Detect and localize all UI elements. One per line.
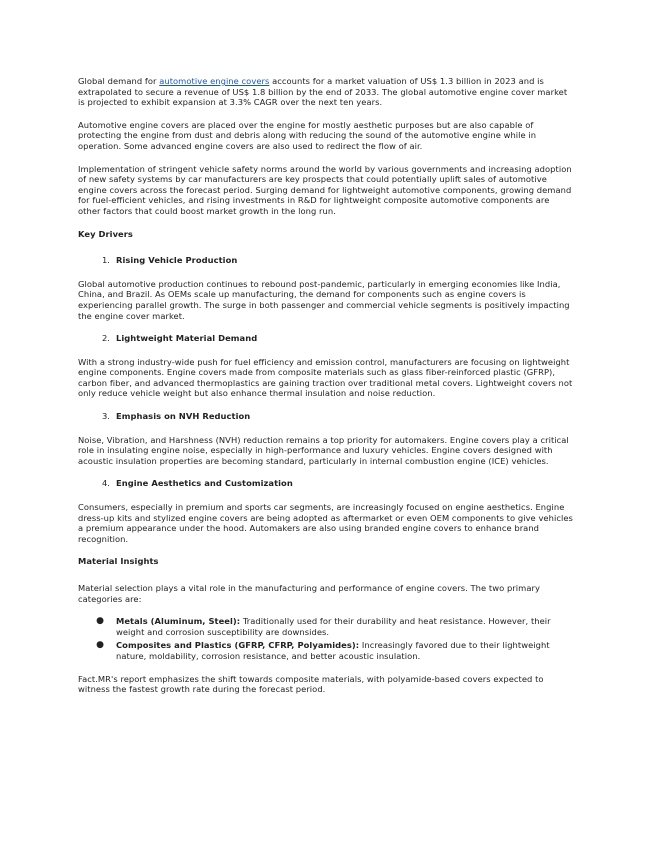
- document-page: [78, 76, 574, 707]
- automotive-engine-covers-link[interactable]: automotive engine covers: [159, 76, 270, 86]
- driver-4-heading: [78, 478, 574, 489]
- material-insights-heading: Material Insights: [78, 556, 159, 567]
- driver-2-body: With a strong industry-wide push for fuel efficiency and emission control, manufacturers are focusing on lightweight engine components. Engine covers made from composite materials such as glass fiber-reinforced plastic (GFRP), carbon fiber, and advanced thermoplastics are gaining traction over traditional metal covers. Lightweight covers not only reduce vehicle weight but also enhance thermal insulation and noise reduction.: [78, 356, 573, 399]
- driver-4-body: Consumers, especially in premium and sports car segments, are increasingly focused on engine aesthetics. Engine dress-up kits and stylized engine covers are being adopted as aftermarket or even OEM components to give vehicles a premium appearance under the hood. Automakers are also using branded engine covers to enhance brand recognition.: [78, 502, 573, 544]
- list-item: [78, 640, 574, 661]
- bullet-bold-label: Composites and Plastics (GFRP, CFRP, Polyamides):: [116, 640, 360, 651]
- driver-4-title: Engine Aesthetics and Customization: [116, 478, 293, 489]
- material-insights-outro: Fact.MR's report emphasizes the shift towards composite materials, with polyamide-based covers expected to witness the fastest growth rate during the forecast period.: [78, 673, 544, 695]
- driver-1-number: 1.: [101, 255, 110, 266]
- intro-paragraph-1: [78, 76, 574, 108]
- intro-paragraph-3: Implementation of stringent vehicle safety norms around the world by various governments and increasing adoption of new safety systems by car manufacturers are key prospects that could potentially uplift sales of automotive engine covers across the forecast period. Surging demand for lightweight automotive components, growing demand for fuel-efficient vehicles, and rising investments in R&D for lightweight composite automotive components are other factors that could boost market growth in the long run.: [78, 163, 572, 216]
- driver-3-body: Noise, Vibration, and Harshness (NVH) reduction remains a top priority for automakers. Engine covers play a critical role in insulating engine noise, especially in high-performance and luxury vehicles. Engine covers designed with acoustic insulation properties are becoming standard, particularly in internal combustion engine (ICE) vehicles.: [78, 434, 569, 466]
- bullet-icon: ●: [96, 640, 104, 651]
- intro-text-after-link: accounts for a market valuation of US$ 1.3 billion in 2023 and is extrapolated to secure a revenue of US$ 1.8 billion by the end of 2033. The global automotive engine cover market is projected to exhibit expansion at 3.3% CAGR over the next ten years.: [78, 76, 568, 108]
- key-drivers-heading: Key Drivers: [78, 228, 133, 239]
- driver-1-heading: [78, 255, 574, 266]
- driver-3-title: Emphasis on NVH Reduction: [116, 411, 251, 422]
- driver-2-number: 2.: [101, 333, 110, 344]
- driver-3-heading: [78, 411, 574, 422]
- driver-3-number: 3.: [101, 411, 110, 422]
- bullet-description: Traditionally used for their durability and heat resistance. However, their weight and corrosion susceptibility are downsides.: [116, 616, 551, 637]
- driver-4-number: 4.: [101, 478, 110, 489]
- bullet-bold-label: Metals (Aluminum, Steel):: [116, 616, 241, 627]
- driver-2-title: Lightweight Material Demand: [116, 333, 258, 344]
- bullet-icon: ●: [96, 616, 104, 627]
- bullet-description: Increasingly favored due to their lightweight nature, moldability, corrosion resistance, and better acoustic insulation.: [116, 640, 550, 661]
- material-bullet-list: [78, 616, 574, 661]
- intro-text-before-link: Global demand for: [78, 76, 160, 86]
- bullet-text: [116, 616, 574, 637]
- driver-2-heading: [78, 333, 574, 344]
- bullet-text: [116, 640, 574, 661]
- driver-1-title: Rising Vehicle Production: [116, 255, 238, 266]
- driver-1-body: Global automotive production continues to rebound post-pandemic, particularly in emerging economies like India, China, and Brazil. As OEMs scale up manufacturing, the demand for components such as engine covers is experiencing parallel growth. The surge in both passenger and commercial vehicle segments is positively impacting the engine cover market.: [78, 278, 570, 321]
- material-insights-intro: Material selection plays a vital role in the manufacturing and performance of engine covers. The two primary categories are:: [78, 583, 540, 604]
- intro-paragraph-2: Automotive engine covers are placed over the engine for mostly aesthetic purposes but are also capable of protecting the engine from dust and debris along with reducing the sound of the automotive engine while in operation. Some advanced engine covers are also used to redirect the flow of air.: [78, 119, 537, 151]
- list-item: [78, 616, 574, 637]
